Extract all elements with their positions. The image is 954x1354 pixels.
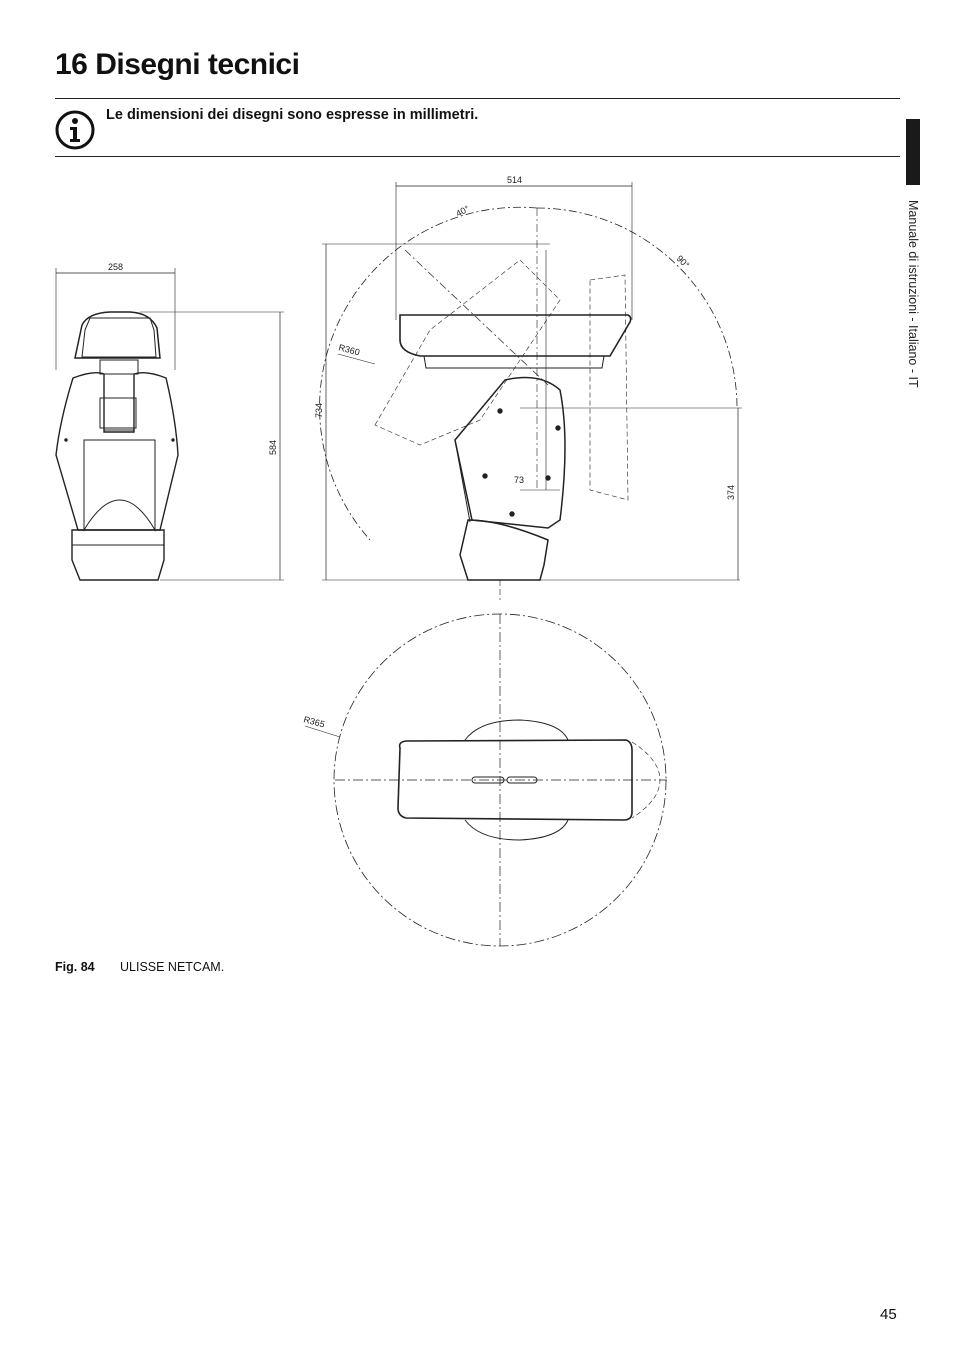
note-text: Le dimensioni dei disegni sono espresse in millimetri. xyxy=(106,107,479,123)
technical-drawing xyxy=(0,160,900,960)
dim-front-width: 258 xyxy=(108,262,124,272)
dim-angle-down: 90° xyxy=(674,253,692,271)
dim-radius-top: R365 xyxy=(302,714,326,730)
divider-top xyxy=(55,98,900,99)
divider-note xyxy=(55,156,900,157)
front-view xyxy=(56,268,284,580)
side-view xyxy=(320,182,742,600)
info-icon xyxy=(55,110,95,150)
top-view xyxy=(305,614,667,946)
dim-side-width: 514 xyxy=(507,175,523,185)
page-number: 45 xyxy=(880,1306,897,1323)
dim-offset: 73 xyxy=(514,475,525,485)
dim-radius-side: R360 xyxy=(337,342,361,358)
figure-caption: ULISSE NETCAM. xyxy=(120,960,225,974)
dim-side-height: 734 xyxy=(314,402,324,418)
side-label: Manuale di istruzioni - Italiano - IT xyxy=(906,200,920,388)
figure-number: Fig. 84 xyxy=(55,960,95,974)
dim-angle-up: 40° xyxy=(454,203,471,219)
page-title: 16 Disegni tecnici xyxy=(55,48,300,81)
dim-front-height: 584 xyxy=(268,439,278,455)
dim-base-height: 374 xyxy=(726,484,736,500)
section-tab-marker xyxy=(906,119,920,185)
